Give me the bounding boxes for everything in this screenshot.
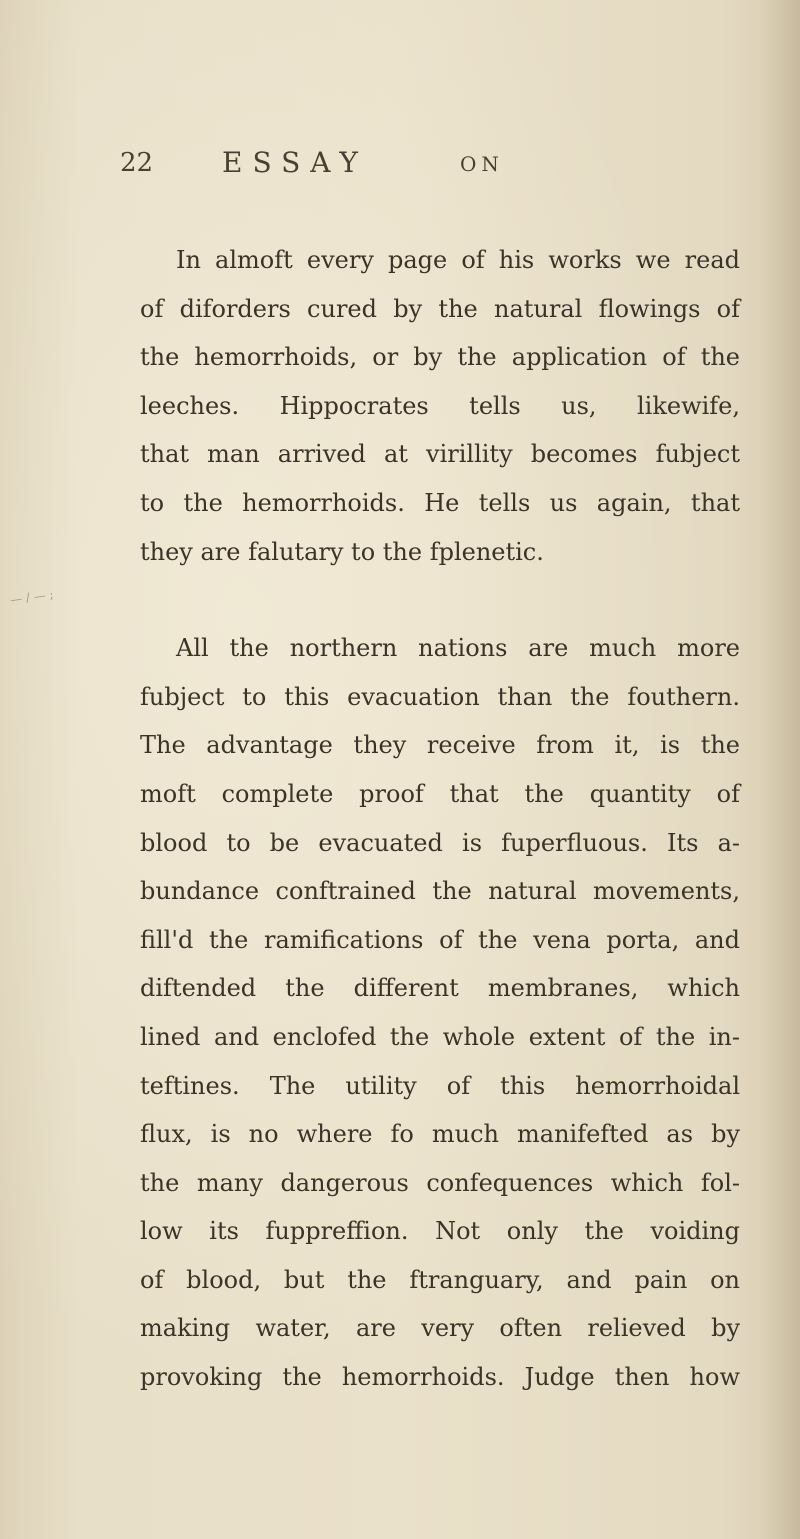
text-line: of diforders cured by the natural flowings of [140,294,740,323]
text-line: lined and enclofed the whole extent of the in- [140,1022,740,1051]
text-line: that man arrived at virillity becomes fubject [140,440,740,469]
text-line: teftines. The utility of this hemorrhoidal [140,1071,740,1100]
margin-mark: — / — ; [9,587,55,607]
text-line: blood to be evacuated is fuperfluous. Its a- [140,828,740,857]
page-edge-shadow [760,0,800,1539]
text-line: provoking the hemorrhoids. Judge then how [140,1363,740,1392]
text-line: low its fuppreffion. Not only the voiding [140,1217,740,1246]
text-line: fill'd the ramifications of the vena porta, and [140,925,740,954]
text-line: they are falutary to the fplenetic. [140,537,544,566]
running-title: ESSAY [222,146,368,179]
text-line: moft complete proof that the quantity of [140,779,740,808]
paragraph-gap [140,576,740,624]
body-text [140,236,740,1402]
text-line: the many dangerous confequences which fol- [140,1168,740,1197]
page-header [120,148,740,188]
text-line: to the hemorrhoids. He tells us again, that [140,488,740,517]
running-title-sub: ON [460,152,504,176]
text-line: In almoft every page of his works we read [176,246,740,274]
text-line: All the northern nations are much more [176,634,740,663]
text-line: making water, are very often relieved by [140,1314,740,1343]
text-line: diftended the different membranes, which [140,974,740,1003]
text-line: bundance conftrained the natural movements, [140,877,740,906]
text-line: leeches. Hippocrates tells us, likewife, [140,391,740,420]
paragraph-2 [140,624,740,1402]
page-number: 22 [120,148,154,178]
text-line: flux, is no where fo much manifefted as by [140,1120,740,1149]
paragraph-1 [140,236,740,576]
text-line: The advantage they receive from it, is the [140,731,740,760]
text-line: fubject to this evacuation than the fouthern. [140,682,740,711]
text-line: the hemorrhoids, or by the application of the [140,343,740,372]
text-line: of blood, but the ftranguary, and pain on [140,1265,740,1294]
